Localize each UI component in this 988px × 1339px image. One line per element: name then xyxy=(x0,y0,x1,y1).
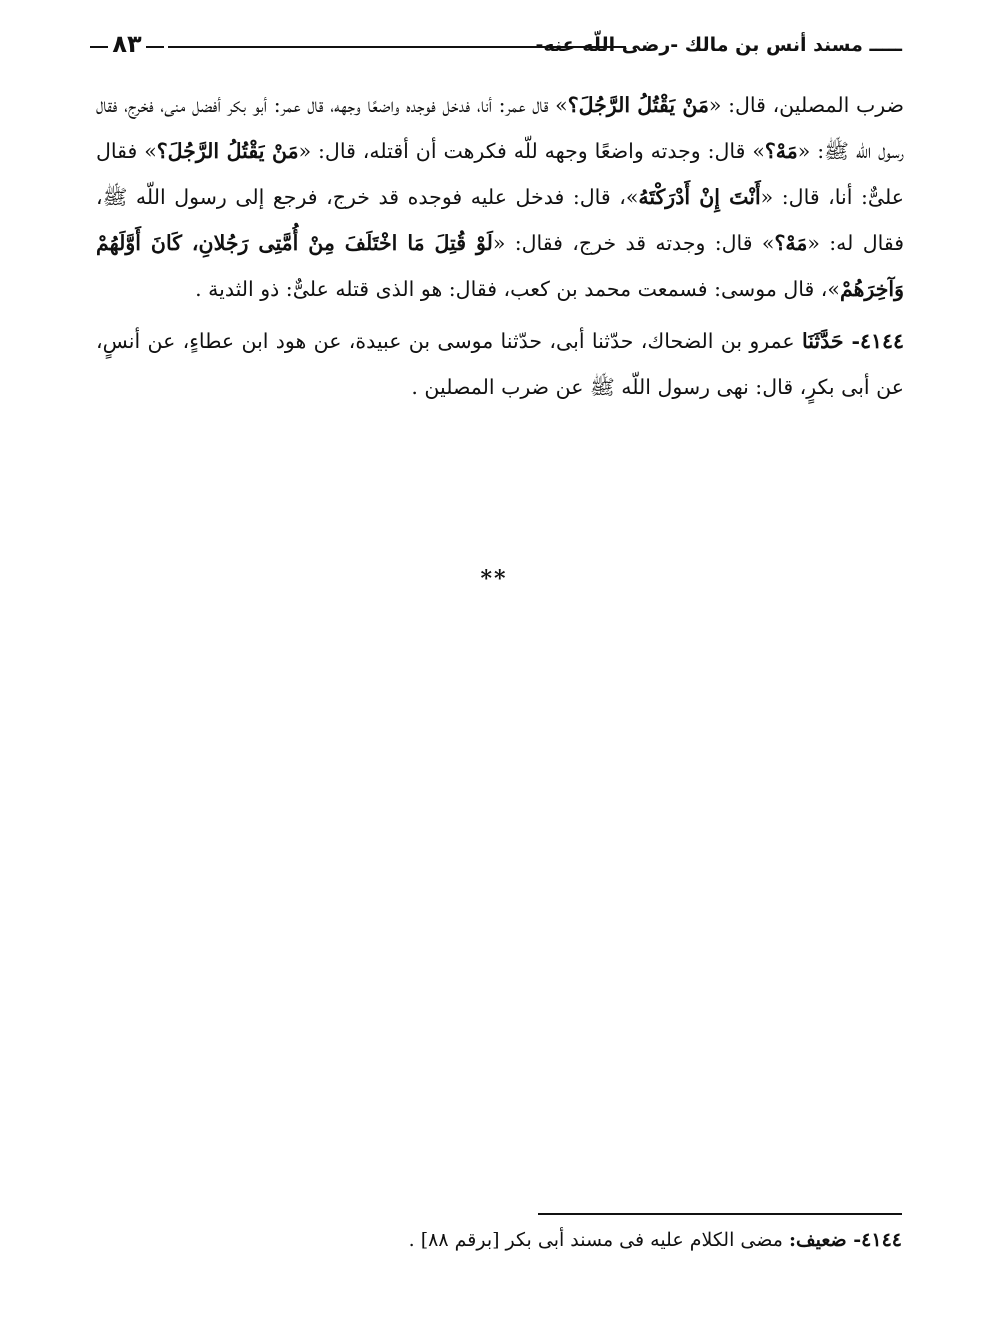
page-number-block xyxy=(90,28,164,64)
text-segment: » قال عمر: أنا، فدخل فوجده واضعًا وجهه، قال عمر: أبو بكر أفضل منى، فخرج، فقال رسول اللّه ﷺ: « xyxy=(96,93,904,163)
footnote xyxy=(92,1224,902,1256)
section-separator: ** xyxy=(480,566,508,592)
text-segment: » فقال علىٌّ: أنا، قال: « xyxy=(96,139,904,209)
hadith-number: ٤١٤٤- حَدَّثَنَا xyxy=(801,329,905,353)
text-segment: ضرب المصلين، قال: « xyxy=(708,93,904,117)
prophetic-quote: لَوْ قُتِلَ مَا اخْتَلَفَ مِنْ أُمَّتِى رَجُلانِ، كَانَ أَوَّلَهُمْ وَآخِرَهُمْ xyxy=(96,231,904,301)
text-segment: »، قال: فدخل عليه فوجده قد خرج، فرجع إلى رسول اللّه ﷺ، فقال له: « xyxy=(96,185,905,255)
footnote-rule xyxy=(538,1213,902,1215)
running-header xyxy=(90,26,902,66)
prophetic-quote: مَهْ؟ xyxy=(764,139,798,163)
paragraph-hadith-4144 xyxy=(96,318,904,410)
header-title: ـــــ مسند أنس بن مالك -رضى اللّه عنه- xyxy=(535,34,902,56)
prophetic-quote: مَهْ؟ xyxy=(774,231,808,255)
main-text xyxy=(96,82,904,410)
page-number-dash-right xyxy=(146,46,164,48)
page-number-dash-left xyxy=(90,46,108,48)
prophetic-quote: أَنْتَ إِنْ أَدْرَكْتَهُ xyxy=(638,185,761,209)
prophetic-quote: مَنْ يَقْتُلُ الرَّجُلَ؟ xyxy=(567,93,709,117)
paragraph-hadith-continuation xyxy=(96,82,904,312)
text-segment: » قال: وجدته واضعًا وجهه للّه فكرهت أن أقتله، قال: « xyxy=(298,139,765,163)
hadith-text: عمرو بن الضحاك، حدّثنا أبى، حدّثنا موسى بن عبيدة، عن هود ابن عطاءٍ، عن أنسٍ، عن أبى بكرٍ، قال: نهى رسول اللّه ﷺ عن ضرب المصلين . xyxy=(96,329,904,399)
header-rule xyxy=(168,46,626,48)
text-segment: »، قال موسى: فسمعت محمد بن كعب، فقال: هو الذى قتله علىٌّ: ذو الثدية . xyxy=(195,277,840,301)
page-number: ٨٣ xyxy=(112,30,142,58)
footnote-head: ٤١٤٤- ضعيف: xyxy=(788,1229,902,1251)
prophetic-quote: مَنْ يَقْتُلُ الرَّجُلَ؟ xyxy=(156,139,299,163)
text-segment: » قال: وجدته قد خرج، فقال: « xyxy=(492,231,775,255)
footnote-text: مضى الكلام عليه فى مسند أبى بكر [برقم ٨٨] . xyxy=(408,1229,789,1251)
